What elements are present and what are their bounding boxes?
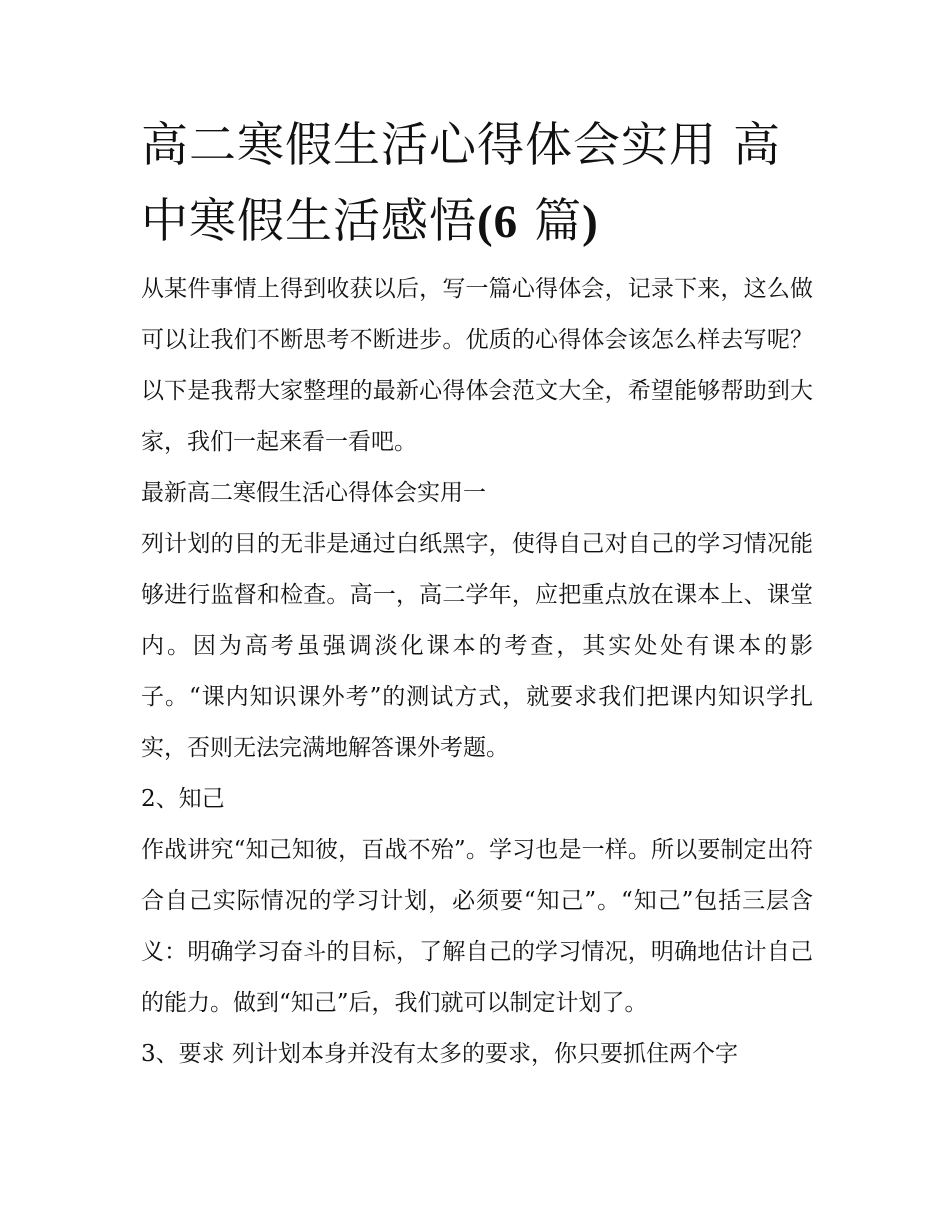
point2-heading: 2、知己 <box>141 786 225 812</box>
document-title <box>141 108 813 260</box>
point3-line: 3、要求 列计划本身并没有太多的要求，你只要抓住两个字 <box>141 1041 738 1067</box>
title-number: 6 <box>493 196 519 248</box>
section1-heading: 最新高二寒假生活心得体会实用一 <box>141 480 486 506</box>
section1-paragraph: 列计划的目的无非是通过白纸黑字，使得自己对自己的学习情况能够进行监督和检查。高一，高二学年，应把重点放在课本上、课堂内。因为高考虽强调淡化课本的考查，其实处处有课本的影子。“课内知识课外考”的测试方式，就要求我们把课内知识学扎实，否则无法完满地解答课外考题。 <box>141 531 813 761</box>
intro-paragraph: 从某件事情上得到收获以后，写一篇心得体会，记录下来，这么做可以让我们不断思考不断进步。优质的心得体会该怎么样去写呢？以下是我帮大家整理的最新心得体会范文大全，希望能够帮助到大家，我们一起来看一看吧。 <box>141 276 813 455</box>
title-text: 高二寒假生活心得体会实用 高中寒假生活感悟 <box>141 118 781 249</box>
title-paren-close: ) <box>582 196 599 248</box>
document-content <box>141 108 813 1080</box>
point2-paragraph: 作战讲究“知己知彼，百战不殆”。学习也是一样。所以要制定出符合自己实际情况的学习计划，必须要“知己”。“知己”包括三层含义：明确学习奋斗的目标，了解自己的学习情况，明确地估计自己的能力。做到“知己”后，我们就可以制定计划了。 <box>141 837 813 1016</box>
title-paren-open: ( <box>477 196 494 248</box>
title-suffix: 篇 <box>518 194 583 249</box>
